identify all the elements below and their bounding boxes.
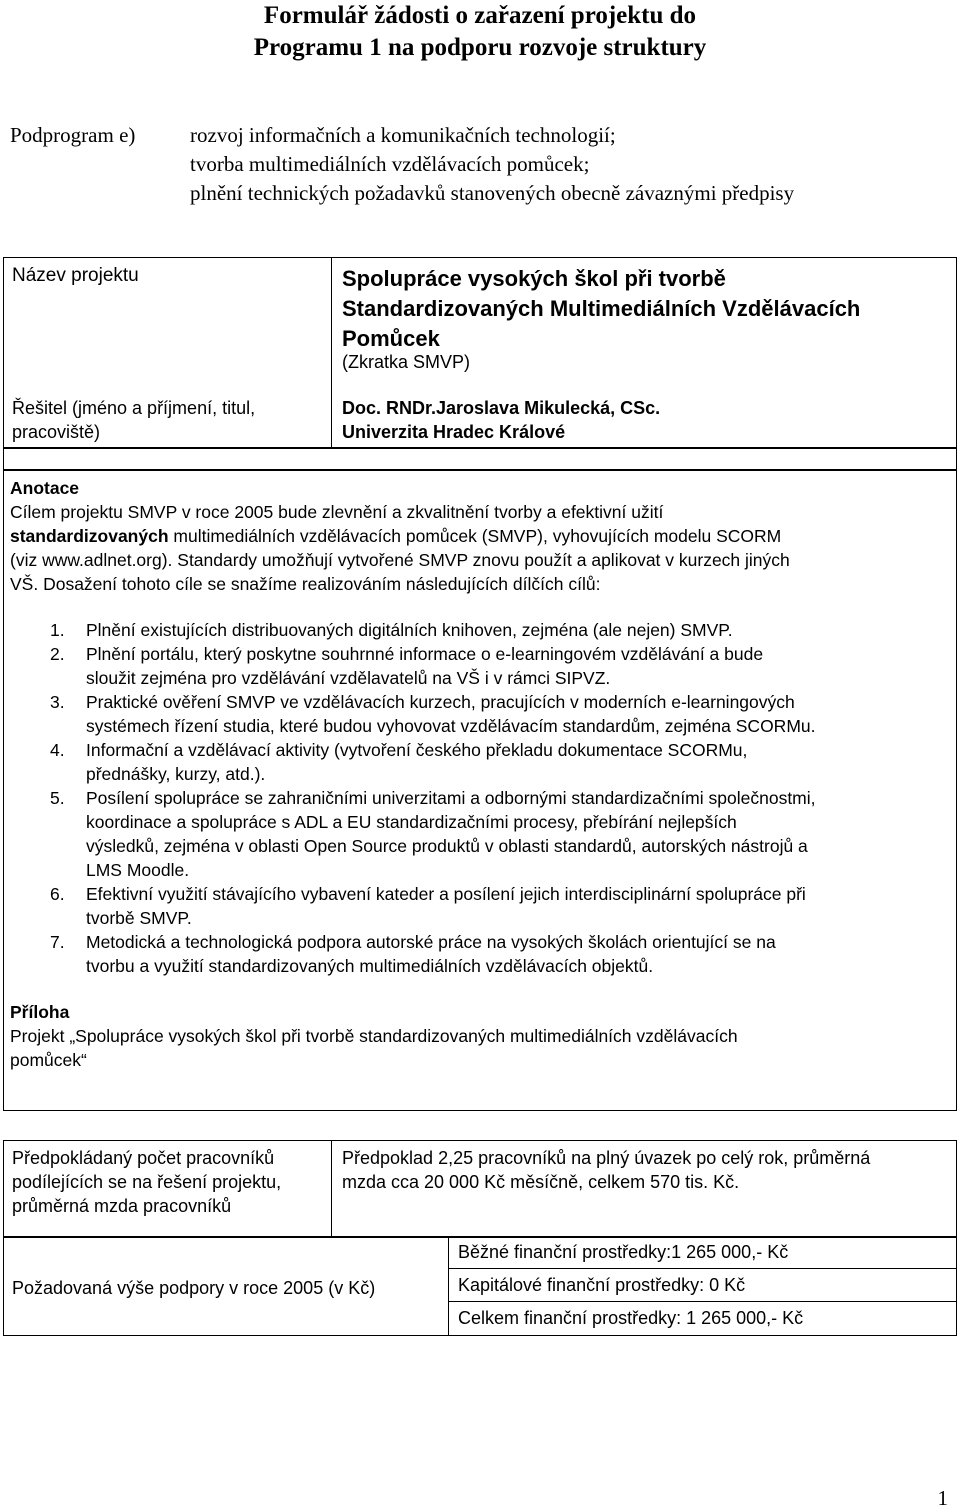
goal-text: koordinace a spolupráce s ADL a EU standardizačními procesy, přebírání nejlepších: [86, 812, 737, 832]
subprogram-line: tvorba multimediálních vzdělávacích pomůcek;: [190, 152, 590, 176]
goal-text: LMS Moodle.: [86, 860, 190, 880]
annotation-bold-text: standardizovaných: [10, 526, 169, 546]
goal-text: Efektivní využití stávajícího vybavení kateder a posílení jejich interdisciplinární spolupráce při: [86, 884, 806, 904]
goal-text: Plnění portálu, který poskytne souhrnné informace o e-learningovém vzdělávání a bude: [86, 644, 764, 664]
solver-label-line: Řešitel (jméno a příjmení, titul,: [12, 398, 256, 418]
support-divider: [448, 1237, 449, 1336]
workers-label-line: podílejících se na řešení projektu,: [12, 1172, 282, 1192]
solver-value: [342, 396, 660, 444]
goal-text: Praktické ověření SMVP ve vzdělávacích kurzech, pracujících v moderních e-learningových: [86, 692, 795, 712]
title-line-1: Formulář žádosti o zařazení projektu do: [263, 2, 697, 29]
goal-number: 7.: [50, 932, 65, 952]
page-number: 1: [937, 1486, 948, 1510]
goal-text: Posílení spolupráce se zahraničními univerzitami a odbornými standardizačními společnostmi,: [86, 788, 816, 808]
goal-number: 4.: [50, 740, 65, 760]
annotation-intro: VŠ. Dosažení tohoto cíle se snažíme realizováním následujících dílčích cílů:: [10, 574, 601, 594]
goal-number: 3.: [50, 692, 65, 712]
goal-text: sloužit zejména pro vzdělávání vzdělavatelů na VŠ i v rámci SIPVZ.: [86, 668, 611, 688]
attachment-heading: Příloha: [10, 1002, 70, 1022]
goal-item: [10, 882, 950, 930]
goal-list: [10, 618, 950, 978]
project-abbrev: (Zkratka SMVP): [342, 352, 471, 372]
attachment-text: pomůcek“: [10, 1050, 87, 1070]
annotation-intro: Cílem projektu SMVP v roce 2005 bude zlevnění a zkvalitnění tvorby a efektivní užití: [10, 502, 664, 522]
support-label: Požadovaná výše podpory v roce 2005 (v Kč): [12, 1278, 376, 1298]
goal-number: 2.: [50, 644, 65, 664]
project-name: [342, 264, 952, 354]
goal-text: tvorbu a využití standardizovaných multimediálních vzdělávacích objektů.: [86, 956, 654, 976]
title-line-2: Programu 1 na podporu rozvoje struktury: [253, 34, 707, 61]
goal-number: 5.: [50, 788, 65, 808]
annotation-intro: (viz www.adlnet.org). Standardy umožňují vytvořené SMVP znovu použít a aplikovat v kurzech jiných: [10, 550, 790, 570]
solver-label: [12, 396, 255, 444]
subprogram-label: Podprogram e): [10, 123, 136, 147]
annotation-text: multimediálních vzdělávacích pomůcek (SMVP), vyhovujících modelu SCORM: [168, 526, 782, 546]
solver-org: Univerzita Hradec Králové: [342, 422, 566, 442]
project-name-line: Spolupráce vysokých škol při tvorbě: [342, 266, 726, 291]
annotation: [10, 476, 950, 1072]
goal-text: systémech řízení studia, které budou vyhovovat vzdělávacím standardům, zejména SCORMu.: [86, 716, 816, 736]
support-row: Běžné finanční prostředky:1 265 000,- Kč: [458, 1242, 789, 1262]
project-name-label: Název projektu: [12, 265, 139, 286]
goal-text: výsledků, zejména v oblasti Open Source produktů v oblasti standardů, autorských nástrojů a: [86, 836, 808, 856]
support-row: Kapitálové finanční prostředky: 0 Kč: [458, 1275, 746, 1295]
solver-label-line: pracoviště): [12, 422, 101, 442]
annotation-heading: Anotace: [10, 478, 80, 498]
goal-text: tvorbě SMVP.: [86, 908, 192, 928]
support-row: Celkem finanční prostředky: 1 265 000,- Kč: [458, 1308, 804, 1328]
subprogram-line: plnění technických požadavků stanovených obecně závaznými předpisy: [190, 181, 795, 205]
project-name-line: Pomůcek: [342, 326, 440, 351]
workers-label: [12, 1146, 281, 1218]
goal-number: 6.: [50, 884, 65, 904]
workers-value: [342, 1146, 870, 1194]
workers-label-line: průměrná mzda pracovníků: [12, 1196, 232, 1216]
project-table-divider: [331, 257, 332, 448]
project-name-line: Standardizovaných Multimediálních Vzdělávacích: [342, 296, 861, 321]
workers-value-line: mzda cca 20 000 Kč měsíčně, celkem 570 tis. Kč.: [342, 1172, 740, 1192]
document-title: [0, 0, 960, 64]
workers-value-line: Předpoklad 2,25 pracovníků na plný úvazek po celý rok, průměrná: [342, 1148, 871, 1168]
goal-text: Plnění existujících distribuovaných digitálních knihoven, zejména (ale nejen) SMVP.: [86, 620, 733, 640]
goal-text: přednášky, kurzy, atd.).: [86, 764, 266, 784]
goal-text: Informační a vzdělávací aktivity (vytvoření českého překladu dokumentace SCORMu,: [86, 740, 748, 760]
annotation-intro: [10, 524, 950, 548]
goal-item: [10, 690, 950, 738]
goal-item: [10, 738, 950, 786]
goal-item: [10, 786, 950, 882]
goal-item: [10, 642, 950, 690]
spacer-row: [3, 448, 957, 470]
goal-text: Metodická a technologická podpora autorské práce na vysokých školách orientující se na: [86, 932, 776, 952]
workers-divider: [331, 1140, 332, 1237]
subprogram-line: rozvoj informačních a komunikačních technologií;: [190, 123, 616, 147]
goal-item: [10, 618, 950, 642]
solver-name: Doc. RNDr.Jaroslava Mikulecká, CSc.: [342, 398, 661, 418]
goal-item: [10, 930, 950, 978]
workers-label-line: Předpokládaný počet pracovníků: [12, 1148, 275, 1168]
goal-number: 1.: [50, 620, 65, 640]
support-values: [452, 1236, 952, 1335]
attachment-text: Projekt „Spolupráce vysokých škol při tvorbě standardizovaných multimediálních vzdělávacích: [10, 1026, 738, 1046]
